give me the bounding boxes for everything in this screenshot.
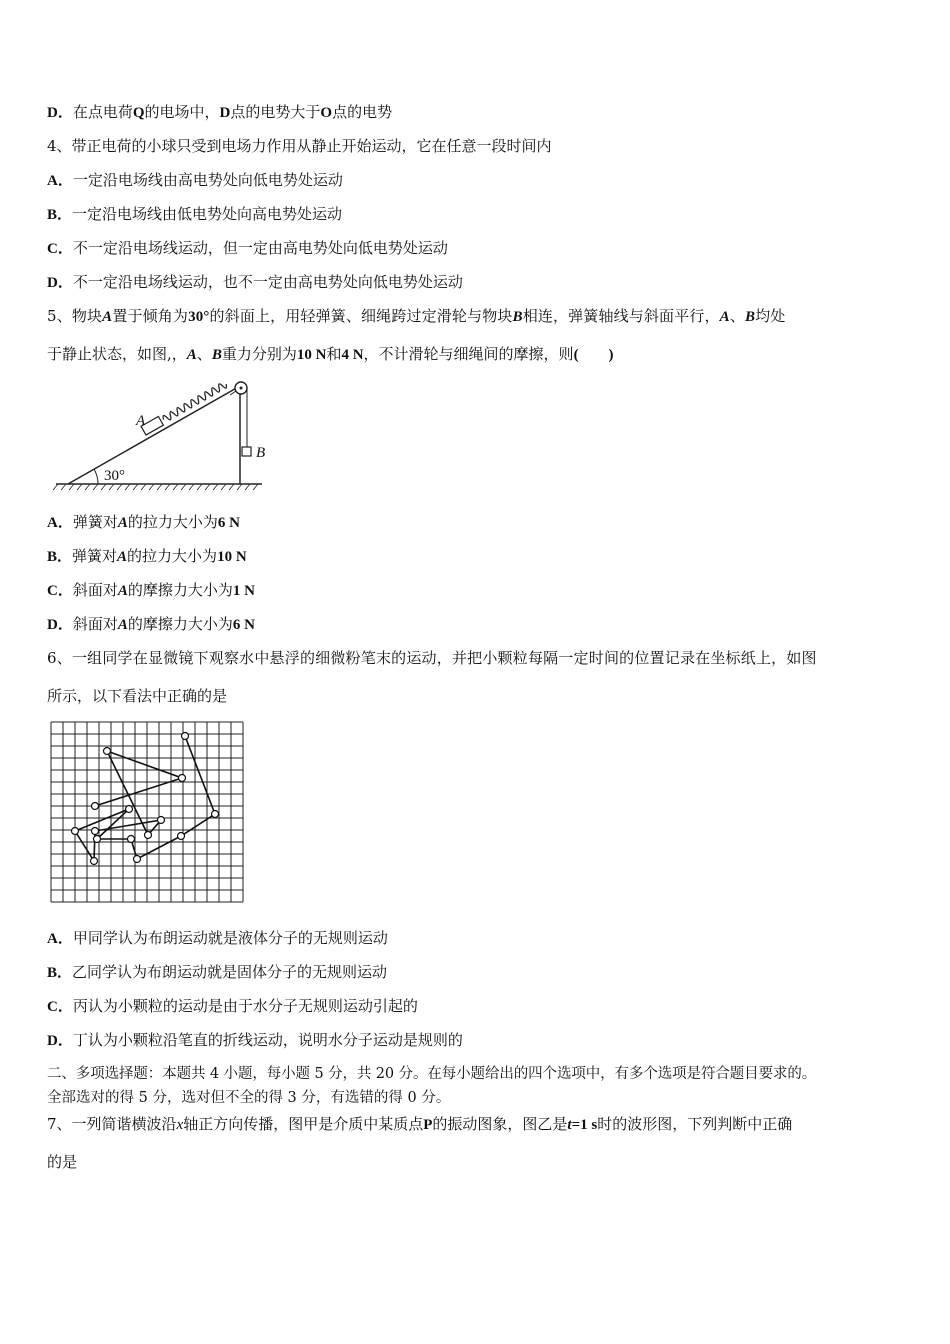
- q6-option-b: B．乙同学认为布朗运动就是固体分子的无规则运动: [47, 963, 388, 981]
- position-point: [92, 828, 99, 835]
- position-point: [126, 806, 133, 813]
- position-point: [72, 828, 79, 835]
- angle-arc: [94, 469, 98, 484]
- position-point: [94, 836, 101, 843]
- position-point: [212, 811, 219, 818]
- position-point: [178, 833, 185, 840]
- spring: [162, 381, 228, 423]
- q5-option-b: B．弹簧对A的拉力大小为10 N: [47, 547, 247, 565]
- angle-label: 30°: [104, 468, 125, 484]
- q5-option-c: C．斜面对A的摩擦力大小为1 N: [47, 581, 255, 599]
- position-point: [91, 858, 98, 865]
- incline-pulley-figure: [50, 372, 270, 497]
- position-point: [104, 748, 111, 755]
- q6-option-a: A．甲同学认为布朗运动就是液体分子的无规则运动: [47, 929, 388, 947]
- q7-stem-line1: 7、一列简谐横波沿x轴正方向传播，图甲是介质中某质点P的振动图象，图乙是t=1 s时的波形图，下列判断中正确: [47, 1115, 793, 1133]
- block-b: [242, 447, 251, 456]
- position-point: [128, 836, 135, 843]
- position-point: [182, 733, 189, 740]
- q6-stem-line1: 6、一组同学在显微镜下观察水中悬浮的细微粉笔末的运动，并把小颗粒每隔一定时间的位置记录在坐标纸上，如图: [47, 649, 817, 667]
- position-point: [145, 832, 152, 839]
- pulley-axle: [240, 387, 243, 390]
- q4-option-b: B．一定沿电场线由低电势处向高电势处运动: [47, 205, 343, 223]
- q5-stem-line2: 于静止状态，如图,，A、B重力分别为10 N和4 N，不计滑轮与细绳间的摩擦，则( ): [47, 345, 614, 363]
- q4-option-a: A．一定沿电场线由高电势处向低电势处运动: [47, 171, 343, 189]
- section-2-instructions: 全部选对的得 5 分，选对但不全的得 3 分，有选错的得 0 分。: [47, 1090, 451, 1106]
- ground-hatching: [53, 484, 258, 490]
- position-point: [179, 775, 186, 782]
- q3-option-d: D．在点电荷Q的电场中，D点的电势大于O点的电势: [47, 103, 393, 121]
- q4-stem: 4、带正电荷的小球只受到电场力作用从静止开始运动，它在任意一段时间内: [47, 137, 552, 155]
- block-a-label: A: [136, 413, 146, 429]
- q4-option-c: C．不一定沿电场线运动，但一定由高电势处向低电势处运动: [47, 239, 448, 257]
- position-point: [134, 856, 141, 863]
- section-2-heading: 二、多项选择题：本题共 4 小题，每小题 5 分，共 20 分。在每小题给出的四个选项中，有多个选项是符合题目要求的。: [47, 1066, 817, 1082]
- q7-stem-line2: 的是: [47, 1153, 78, 1171]
- q6-option-d: D．丁认为小颗粒沿笔直的折线运动，说明水分子运动是规则的: [47, 1031, 463, 1049]
- q5-option-d: D．斜面对A的摩擦力大小为6 N: [47, 615, 255, 633]
- q5-stem-line1: 5、物块A置于倾角为30°的斜面上，用轻弹簧、细绳跨过定滑轮与物块B相连，弹簧轴线与斜面平行，A、B均处: [47, 307, 786, 325]
- block-b-label: B: [256, 445, 266, 461]
- position-point: [158, 817, 165, 824]
- brownian-motion-grid: [50, 721, 245, 904]
- q6-option-c: C．丙认为小颗粒的运动是由于水分子无规则运动引起的: [47, 997, 418, 1015]
- q6-stem-line2: 所示，以下看法中正确的是: [47, 687, 228, 705]
- position-point: [92, 803, 99, 810]
- q4-option-d: D．不一定沿电场线运动，也不一定由高电势处向低电势处运动: [47, 273, 463, 291]
- q5-option-a: A．弹簧对A的拉力大小为6 N: [47, 513, 240, 531]
- particle-positions: [72, 733, 219, 865]
